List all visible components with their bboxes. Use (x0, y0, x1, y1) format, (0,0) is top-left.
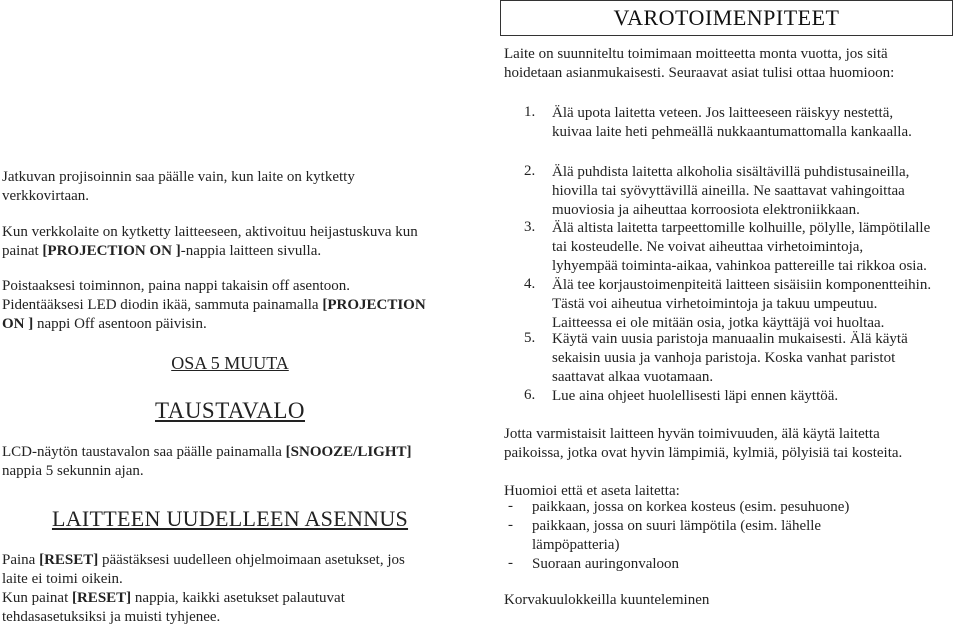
text-line: Älä altista laitetta tarpeettomille kolhuille, pölylle, lämpötilalle (552, 220, 931, 236)
text-line: Käytä vain uusia paristoja manuaalin mukaisesti. Älä käytä (552, 331, 908, 347)
projection-off-paragraph (2, 277, 462, 334)
backlight-heading: TAUSTAVALO (155, 398, 305, 423)
section-5-heading: OSA 5 MUUTA (171, 353, 289, 373)
text-line: muoviosia ja aiheuttaa korroosiota elektroniikkaan. (552, 202, 860, 218)
text-line: Jotta varmistaisit laitteen hyvän toimivuuden, älä käytä laitetta (504, 426, 880, 442)
text-line: hoidetaan asianmukaisesti. Seuraavat asiat tulisi ottaa huomioon: (504, 65, 895, 81)
on-key: ON ] (2, 316, 34, 332)
bullet-text (532, 517, 952, 555)
reset-heading: LAITTEEN UUDELLEEN ASENNUS (51, 506, 409, 531)
text-line: Lue aina ohjeet huolellisesti läpi ennen käyttöä. (552, 388, 839, 404)
text-line: Kun painat [RESET] nappia, kaikki asetukset palautuvat (2, 590, 345, 606)
text-line: paikkaan, jossa on korkea kosteus (esim. pesuhuone) (532, 499, 850, 515)
dash-marker: - (508, 555, 513, 571)
text-line: painat [PROJECTION ON ]-nappia laitteen sivulla. (2, 243, 322, 259)
text-line: Kun verkkolaite on kytketty laitteeseen, aktivoituu heijastuskuva kun (2, 224, 418, 240)
text-line: Poistaaksesi toiminnon, paina nappi takaisin off asentoon. (2, 278, 351, 294)
text-line: laite ei toimi oikein. (2, 571, 123, 587)
item-text (552, 330, 960, 387)
text-line: Pidentääksesi LED diodin ikää, sammuta painamalla [PROJECTION (2, 297, 426, 313)
reset-key: [RESET] (71, 590, 132, 606)
text-line: lyhyempää toiminta-aikaa, vahinkoa pattereille tai rikkoa osia. (552, 258, 927, 274)
snooze-light-key: [SNOOZE/LIGHT] (285, 444, 412, 460)
item-number: 5. (524, 330, 536, 346)
text-line: hiovilla tai syövyttävillä aineilla. Ne saattavat vahingoittaa (552, 183, 905, 199)
item-text (552, 387, 960, 406)
text-line: lämpöpatteria) (532, 537, 620, 553)
item-number: 6. (524, 387, 536, 403)
dash-marker: - (508, 498, 513, 514)
text-line: verkkovirtaan. (2, 188, 90, 204)
reset-key: [RESET] (39, 552, 99, 568)
text-line: tehdasasetuksiksi ja muisti tyhjenee. (2, 609, 221, 625)
item-text (552, 219, 960, 276)
item-number: 1. (524, 104, 536, 120)
note-title: Huomioi että et aseta laitetta: (504, 483, 680, 499)
item-text (552, 163, 960, 220)
text-line: paikoissa, jotka ovat hyvin lämpimiä, kylmiä, pölyisiä tai kosteita. (504, 445, 903, 461)
dash-marker: - (508, 517, 513, 533)
text-line: nappia 5 sekunnin ajan. (2, 463, 144, 479)
item-text (552, 104, 960, 142)
text-line: paikkaan, jossa on suuri lämpötila (esim. lähelle (532, 518, 822, 534)
text-line: kuivaa laite heti pehmeällä nukkaantumattomalla kankaalla. (552, 124, 912, 140)
projection-on-key: [PROJECTION ON ] (42, 243, 181, 259)
text-line: ON ] nappi Off asentoon päivisin. (2, 316, 207, 332)
text-line: Älä upota laitetta veteen. Jos laitteeseen räiskyy nestettä, (552, 105, 894, 121)
location-paragraph (504, 425, 954, 463)
text-line: Älä tee korjaustoimenpiteitä laitteen sisäisiin komponentteihin. (552, 277, 932, 293)
text-line: Tästä voi aiheutua virhetoimintoja ja takuu umpeutuu. (552, 296, 878, 312)
bullet-text (532, 555, 952, 574)
text-line: saattavat alkaa vuotamaan. (552, 369, 714, 385)
projection-on-paragraph (2, 223, 462, 261)
projection-key: [PROJECTION (322, 297, 426, 313)
text-line: sekaisin uusia ja vanhoja paristoja. Koska vanhat paristot (552, 350, 896, 366)
text-line: Jatkuvan projisoinnin saa päälle vain, kun laite on kytketty (2, 169, 355, 185)
text-line: LCD-näytön taustavalon saa päälle painamalla [SNOOZE/LIGHT] (2, 444, 412, 460)
precautions-title: VAROTOIMENPITEET (613, 5, 840, 30)
intro-paragraph (504, 45, 954, 83)
bullet-text (532, 498, 952, 517)
projection-paragraph (2, 168, 462, 206)
headphones-heading: Korvakuulokkeilla kuunteleminen (504, 592, 710, 608)
text-line: Laite on suunniteltu toimimaan moitteetta monta vuotta, jos sitä (504, 46, 888, 62)
item-number: 2. (524, 163, 536, 179)
text-line: Suoraan auringonvaloon (532, 556, 680, 572)
reset-paragraph (2, 551, 462, 627)
item-number: 3. (524, 219, 536, 235)
text-line: tai kosteudelle. Ne voivat aiheuttaa virhetoimintoja, (552, 239, 864, 255)
text-line: Paina [RESET] päästäksesi uudelleen ohjelmoimaan asetukset, jos (2, 552, 405, 568)
section-title-box (500, 0, 953, 36)
text-line: Älä puhdista laitetta alkoholia sisältävillä puhdistusaineilla, (552, 164, 910, 180)
backlight-paragraph (2, 443, 462, 481)
item-number: 4. (524, 276, 536, 292)
item-text (552, 276, 960, 333)
text-line: Laitteessa ei ole mitään osia, jotka käyttäjä voi huoltaa. (552, 315, 885, 331)
